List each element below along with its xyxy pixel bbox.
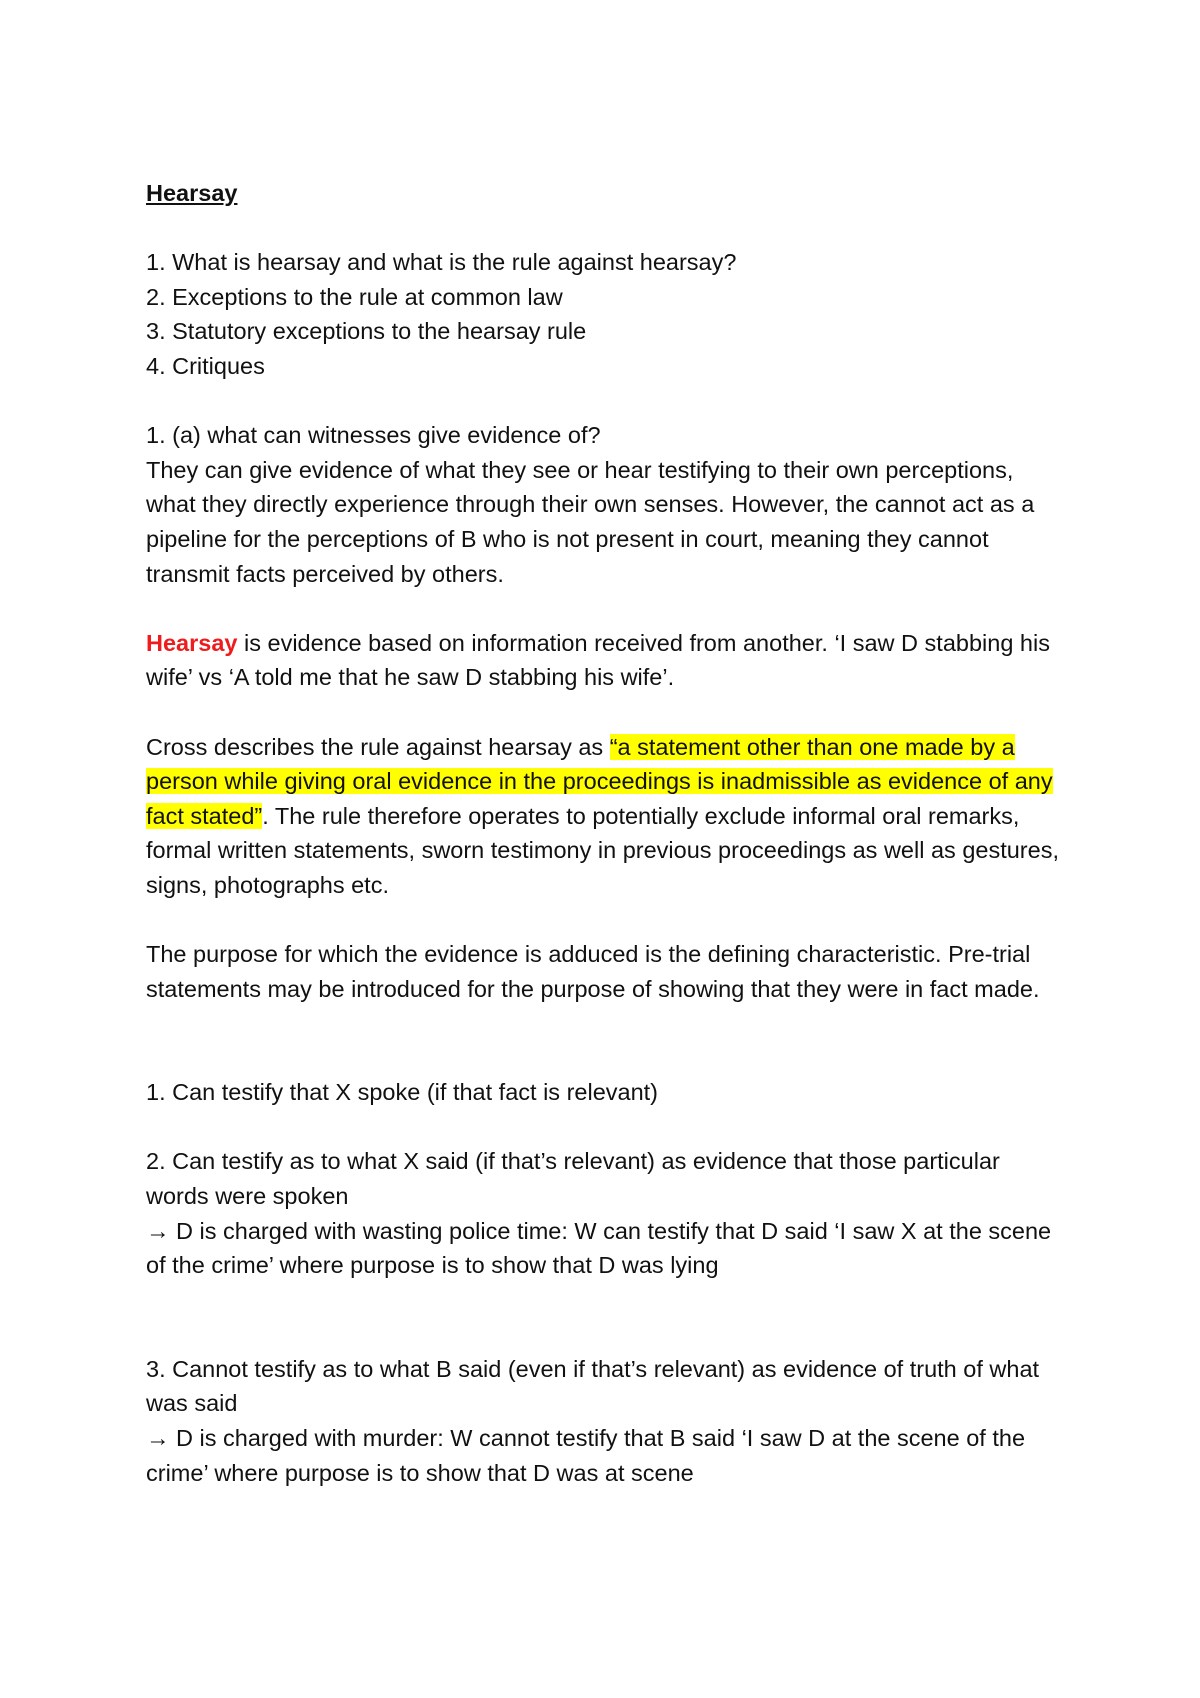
section-1a-question: 1. (a) what can witnesses give evidence of? <box>146 422 601 449</box>
purpose-paragraph: The purpose for which the evidence is adduced is the defining characteristic. Pre-trial statements may be introduced for the purpose of showing that they were in fact made. <box>146 941 1040 1002</box>
point-2-example <box>146 1214 1066 1283</box>
outline-item-3: 3. Statutory exceptions to the hearsay rule <box>146 318 587 345</box>
point-1: 1. Can testify that X spoke (if that fact is relevant) <box>146 1079 659 1106</box>
cross-rest: . The rule therefore operates to potentially exclude informal oral remarks, formal written statements, sworn testimony in previous proceedings as well as gestures, signs, photographs etc. <box>146 802 1059 898</box>
hearsay-definition <box>146 626 1066 695</box>
hearsay-definition-text: is evidence based on information received from another. ‘I saw D stabbing his wife’ vs ‘A told me that he saw D stabbing his wife’. <box>146 629 1050 691</box>
point-2: 2. Can testify as to what X said (if that’s relevant) as evidence that those particular words were spoken <box>146 1148 1000 1210</box>
arrow-right-icon: → <box>146 1217 170 1244</box>
outline-item-1: 1. What is hearsay and what is the rule against hearsay? <box>146 249 737 276</box>
document-title: Hearsay <box>146 180 238 206</box>
outline-item-4: 4. Critiques <box>146 352 265 379</box>
point-3: 3. Cannot testify as to what B said (even if that’s relevant) as evidence of truth of what was said <box>146 1355 1040 1417</box>
outline-item-2: 2. Exceptions to the rule at common law <box>146 283 563 310</box>
arrow-right-icon: → <box>146 1425 170 1451</box>
document-body <box>146 176 1066 1490</box>
cross-highlighted-quote: “a statement other than one made by a person while giving oral evidence in the proceedings is inadmissible as evidence of any fact stated” <box>146 733 1053 829</box>
point-3-example-text: D is charged with murder: W cannot testify that B said ‘I saw D at the scene of the crime’ where purpose is to show that D was at scene <box>146 1425 1026 1486</box>
point-3-example <box>146 1421 1066 1490</box>
hearsay-term: Hearsay <box>146 629 238 656</box>
cross-lead: Cross describes the rule against hearsay as <box>146 733 610 760</box>
cross-paragraph <box>146 730 1066 903</box>
section-1a-answer: They can give evidence of what they see or hear testifying to their own perceptions, what they directly experience through their own senses. However, the cannot act as a pipeline for the perceptions of B who is not present in court, meaning they cannot transmit facts perceived by others. <box>146 456 1035 587</box>
point-2-example-text: D is charged with wasting police time: W can testify that D said ‘I saw X at the scene of the crime’ where purpose is to show that D was lying <box>146 1217 1052 1279</box>
